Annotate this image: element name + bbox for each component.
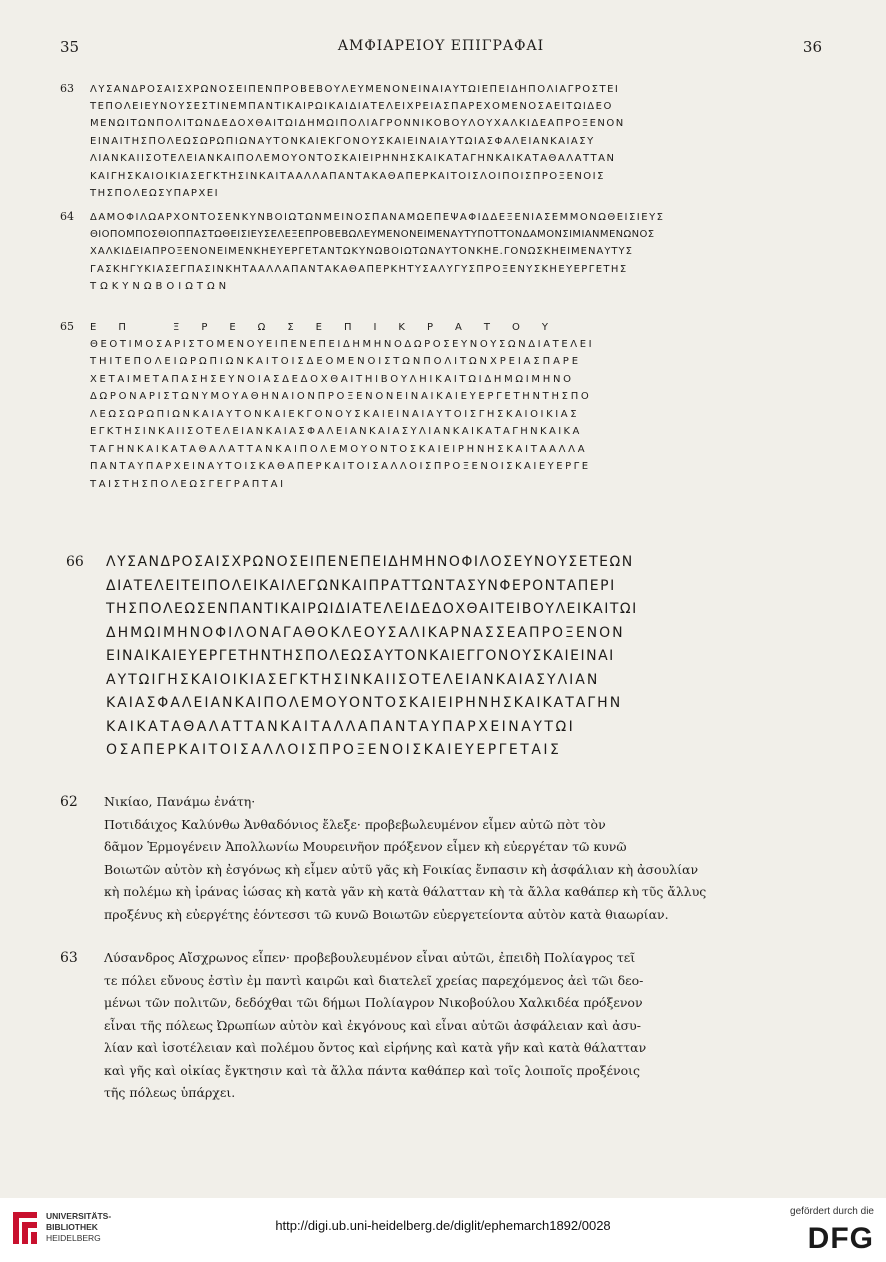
- transcription-line: εἶναι τῆς πόλεως Ὠρωπίων αὐτὸν καὶ ἐκγόνους καὶ εἶναι αὐτῶι ἀσφάλειαν καὶ ἀσυ-: [104, 1017, 642, 1033]
- inscription-line: 66 ΛΥΣΑΝΔΡΟΣΑΙΣΧΡΩΝΟΣΕΙΠΕΝΕΠΕΙΔΗΜΗΝΟΦΙΛΟΣΕΥΝΟΥΣΕΤΕΩΝ: [66, 551, 846, 575]
- inscription-line: ΤΩΚΥΝΩΒΟΙΩΤΩΝ: [90, 281, 231, 292]
- inscription-line: ΤΕΠΟΛΕΙΕΥΝΟΥΣΕΣΤΙΝΕΜΠΑΝΤΙΚΑΙΡΩΙΚΑΙΔΙΑΤΕΛΕΙΧΡΕΙΑΣΠΑΡΕΧΟΜΕΝΟΣΑΕΙΤΩΙΔΕΟ: [90, 100, 613, 112]
- transcription-line: καὶ γῆς καὶ οἰκίας ἔγκτησιν καὶ τὰ ἄλλα πάντα καθάπερ καὶ τοῖς λοιποῖς προξένοις: [104, 1062, 641, 1078]
- inscription-line: ΧΕΤΑΙΜΕΤΑΠΑΣΗΣΕΥΝΟΙΑΣΔΕΔΟΧΘΑΙΤΗΙΒΟΥΛΗΙΚΑΙΤΩΙΔΗΜΩΙΜΗΝΟ: [90, 373, 574, 385]
- inscription-line: ΠΑΝΤΑΥΠΑΡΧΕΙΝΑΥΤΟΙΣΚΑΘΑΠΕΡΚΑΙΤΟΙΣΑΛΛΟΙΣΠΡΟΞΕΝΟΙΣΚΑΙΕΥΕΡΓΕ: [90, 461, 591, 472]
- transcription-line: 62 Νικίαο, Πανάμω ἐνάτη·: [60, 791, 830, 814]
- inscription-line: 63 ΛΥΣΑΝΔΡΟΣΑΙΣΧΡΩΝΟΣΕΙΠΕΝΠΡΟΒΕΒΟΥΛΕΥΜΕΝΟΝΕΙΝΑΙΑΥΤΩΙΕΠΕΙΔΗΠΟΛΙΑΓΡΟΣΤΕΙ: [60, 80, 834, 98]
- inscription-line: ΔΩΡΟΝΑΡΙΣΤΩΝΥΜΟΥΑΘΗΝΑΙΟΝΠΡΟΞΕΝΟΝΕΙΝΑΙΚΑΙΕΥΕΡΓΕΤΗΝΤΗΣΠΟ: [90, 391, 592, 402]
- inscription-line: ΤΗΣΠΟΛΕΩΣΕΝΠΑΝΤΙΚΑΙΡΩΙΔΙΑΤΕΛΕΙΔΕΔΟΧΘΑΙΤΕΙΒΟΥΛΕΙΚΑΙΤΩΙ: [106, 601, 638, 617]
- inscription-line: ΚΑΙΓΗΣΚΑΙΟΙΚΙΑΣΕΓΚΤΗΣΙΝΚΑΙΤΑΑΛΛΑΠΑΝΤΑΚΑΘΑΠΕΡΚΑΙΤΟΙΣΛΟΙΠΟΙΣΠΡΟΞΕΝΟΙΣ: [90, 170, 605, 182]
- running-title: ΑΜΦΙΑΡΕΙΟΥ ΕΠΙΓΡΑΦΑΙ: [337, 38, 545, 54]
- permalink-url[interactable]: http://digi.ub.uni-heidelberg.de/diglit/ephemarch1892/0028: [275, 1218, 611, 1233]
- transcription-line: Ποτιδάιχος Καλύνθω Ἀνθαδόνιος ἔλεξε· προβεβωλευμένον εἶμεν αὐτῶ πὸτ τὸν: [104, 816, 606, 832]
- transcription-line: Βοιωτῶν αὐτὸν κὴ ἐσγόνως κὴ εἶμεν αὐτῦ γᾶς κὴ Fοικίας ἔνπασιν κὴ ἀσφάλιαν κὴ ἀσουλίαν: [104, 861, 699, 877]
- transcription-number: 63: [60, 950, 78, 966]
- inscription-number: 63: [60, 82, 74, 95]
- inscription-line: ΜΕΝΩΙΤΩΝΠΟΛΙΤΩΝΔΕΔΟΧΘΑΙΤΩΙΔΗΜΩΙΠΟΛΙΑΓΡΟΝΝΙΚΟΒΟΥΛΟΥΧΑΛΚΙΔΕΑΠΡΟΞΕΝΟΝ: [90, 118, 625, 129]
- inscription-line: ΑΥΤΩΙΓΗΣΚΑΙΟΙΚΙΑΣΕΓΚΤΗΣΙΝΚΑΙΙΣΟΤΕΛΕΙΑΝΚΑΙΑΣΥΛΙΑΝ: [106, 671, 600, 688]
- transcription-line: προξένυς κὴ εὐεργέτης ἐόντεσσι τῶ κυνῶ Βοιωτῶν εὐεργετείοντα αὐτὸν κατὰ θιαωρίαν.: [104, 906, 669, 922]
- inscription-line: ΤΗΙΤΕΠΟΛΕΙΩΡΩΠΙΩΝΚΑΙΤΟΙΣΔΕΟΜΕΝΟΙΣΤΩΝΠΟΛΙΤΩΝΧΡΕΙΑΣΠΑΡΕ: [90, 356, 581, 367]
- dfg-logo: DFG: [807, 1222, 874, 1255]
- inscription-line: ΕΓΚΤΗΣΙΝΚΑΙΙΣΟΤΕΛΕΙΑΝΚΑΙΑΣΦΑΛΕΙΑΝΚΑΙΑΣΥΛΙΑΝΚΑΙΚΑΤΑΓΗΝΚΑΙΚΑ: [90, 426, 582, 437]
- transcription-63: [60, 947, 830, 1105]
- transcription-line: μένωι τῶν πολιτῶν, δεδόχθαι τῶι δήμωι Πολίαγρον Νικοβούλου Χαλκιδέα πρόξενον: [104, 995, 643, 1010]
- page-number-right: 36: [802, 38, 822, 56]
- transcription-line: κὴ πολέμω κὴ ἰράνας ἰώσας κὴ κατὰ γᾶν κὴ κατὰ θάλατταν κὴ τὰ ἄλλα καθάπερ κὴ τῦς ἄλλυς: [104, 884, 707, 899]
- inscription-number: 64: [60, 210, 74, 223]
- transcription-number: 62: [60, 794, 78, 810]
- transcription-line: τῆς πόλεως ὑπάρχει.: [104, 1085, 236, 1100]
- transcription-line: 63 Λύσανδρος Αἴσχρωνος εἶπεν· προβεβουλευμένον εἶναι αὐτῶι, ἐπειδὴ Πολίαγρος τεῖ: [60, 947, 830, 970]
- inscription-line: ΛΕΩΣΩΡΩΠΙΩΝΚΑΙΑΥΤΟΝΚΑΙΕΚΓΟΝΟΥΣΚΑΙΕΙΝΑΙΑΥΤΟΙΣΓΗΣΚΑΙΟΙΚΙΑΣ: [90, 408, 580, 420]
- page-number-left: 35: [60, 38, 80, 56]
- inscription-number: 65: [60, 320, 74, 333]
- inscription-line: 65 ΕΠ ΞΡΕΩΣΕΠΙΚΡΑΤΟΥ: [60, 318, 834, 336]
- transcription-line: τε πόλει εὔνους ἐστὶν ἐμ παντὶ καιρῶι καὶ διατελεῖ χρείας παρεχόμενος ἀεὶ τῶι δεο-: [104, 972, 644, 988]
- inscription-line: 64 ΔΑΜΟΦΙΛΩΑΡΧΟΝΤΟΣΕΝΚΥΝΒΟΙΩΤΩΝΜΕΙΝΟΣΠΑΝΑΜΩΕΠΕΨΑΦΙΔΔΕΞΕΝΙΑΣΕΜΜΟΝΩΘΕΙΣΙΕΥΣ: [60, 208, 834, 226]
- transcription-62: [60, 791, 830, 926]
- library-name: UNIVERSITÄTS- BIBLIOTHEK HEIDELBERG: [46, 1211, 112, 1243]
- inscription-line: ΚΑΙΚΑΤΑΘΑΛΑΤΤΑΝΚΑΙΤΑΛΛΑΠΑΝΤΑΥΠΑΡΧΕΙΝΑΥΤΩΙ: [106, 718, 576, 735]
- transcription-line: λίαν καὶ ἰσοτέλειαν καὶ πολέμου ὄντος καὶ εἰρήνης καὶ κατὰ γῆν καὶ κατὰ θάλατταν: [104, 1040, 647, 1055]
- inscription-line: ΛΙΑΝΚΑΙΙΣΟΤΕΛΕΙΑΝΚΑΙΠΟΛΕΜΟΥΟΝΤΟΣΚΑΙΕΙΡΗΝΗΣΚΑΙΚΑΤΑΓΗΝΚΑΙΚΑΤΑΘΑΛΑΤΤΑΝ: [90, 153, 616, 164]
- inscription-line: ΤΑΙΣΤΗΣΠΟΛΕΩΣΓΕΓΡΑΠΤΑΙ: [90, 478, 286, 490]
- inscription-line: ΚΑΙΑΣΦΑΛΕΙΑΝΚΑΙΠΟΛΕΜΟΥΟΝΤΟΣΚΑΙΕΙΡΗΝΗΣΚΑΙΚΑΤΑΓΗΝ: [106, 695, 623, 711]
- funded-by-label: gefördert durch die: [790, 1206, 874, 1217]
- inscription-line: ΕΙΝΑΙΤΗΣΠΟΛΕΩΣΩΡΩΠΙΩΝΑΥΤΟΝΚΑΙΕΚΓΟΝΟΥΣΚΑΙΕΙΝΑΙΑΥΤΩΙΑΣΦΑΛΕΙΑΝΚΑΙΑΣΥ: [90, 135, 595, 147]
- inscription-line: ΤΑΓΗΝΚΑΙΚΑΤΑΘΑΛΑΤΤΑΝΚΑΙΠΟΛΕΜΟΥΟΝΤΟΣΚΑΙΕΙΡΗΝΗΣΚΑΙΤΑΑΛΛΑ: [90, 443, 588, 455]
- inscription-63-majuscule: [60, 80, 834, 203]
- inscription-64-majuscule: [60, 208, 834, 296]
- inscription-line: ΘΕΟΤΙΜΟΣΑΡΙΣΤΟΜΕΝΟΥΕΙΠΕΝΕΠΕΙΔΗΜΗΝΟΔΩΡΟΣΕΥΝΟΥΣΩΝΔΙΑΤΕΛΕΙ: [90, 338, 595, 350]
- transcription-line: δᾶμον Ἑρμογένειν Ἀπολλωνίω Μουρεινῆον πρόξενον εἶμεν κὴ εὐεργέταν τῶ κυνῶ: [104, 839, 627, 854]
- inscription-line: ΟΣΑΠΕΡΚΑΙΤΟΙΣΑΛΛΟΙΣΠΡΟΞΕΝΟΙΣΚΑΙΕΥΕΡΓΕΤΑΙΣ: [106, 742, 562, 758]
- inscription-line: ΘΙΟΠΟΜΠΟΣΘΙΟΠΠΑΣΤΩΘΕΙΣΙΕΥΣΕΛΕΞΕΠΡΟΒΕΒΩΛΕΥΜΕΝΟΝΕΙΜΕΝΑΥΤΥΠΟΤΤΟΝΔΑΜΟΝΣΙΜΙΑΝΜΕΝΩΝΟΣ: [90, 228, 655, 240]
- inscription-line: ΓΑΣΚΗΓΥΚΙΑΣΕΓΠΑΣΙΝΚΗΤΑΑΛΛΑΠΑΝΤΑΚΑΘΑΠΕΡΚΗΤΥΣΑΛΥΓΥΣΠΡΟΞΕΝΥΣΚΗΕΥΕΡΓΕΤΗΣ: [90, 263, 628, 275]
- inscription-line: ΔΗΜΩΙΜΗΝΟΦΙΛΟΝΑΓΑΘΟΚΛΕΟΥΣΑΛΙΚΑΡΝΑΣΣΕΑΠΡΟΞΕΝΟΝ: [106, 624, 625, 641]
- inscription-line: ΤΗΣΠΟΛΕΩΣΥΠΑΡΧΕΙ: [90, 188, 220, 199]
- inscription-line: ΔΙΑΤΕΛΕΙΤΕΙΠΟΛΕΙΚΑΙΛΕΓΩΝΚΑΙΠΡΑΤΤΩΝΤΑΣΥΝΦΕΡΟΝΤΑΠΕΡΙ: [106, 577, 616, 594]
- inscription-66-majuscule: [66, 551, 846, 763]
- inscription-number: 66: [66, 554, 84, 570]
- inscription-65-majuscule: [60, 318, 834, 493]
- digitization-footer: [0, 1198, 886, 1262]
- inscription-line: ΕΙΝΑΙΚΑΙΕΥΕΡΓΕΤΗΝΤΗΣΠΟΛΕΩΣΑΥΤΟΝΚΑΙΕΓΓΟΝΟΥΣΚΑΙΕΙΝΑΙ: [106, 648, 615, 664]
- page-header: [60, 38, 822, 60]
- inscription-line: ΧΑΛΚΙΔΕΙΑΠΡΟΞΕΝΟΝΕΙΜΕΝΚΗΕΥΕΡΓΕΤΑΝΤΩΚΥΝΩΒΟΙΩΤΩΝΑΥΤΟΝΚΗΕ.ΓΟΝΩΣΚΗΕΙΜΕΝΑΥΤΥΣ: [90, 246, 633, 257]
